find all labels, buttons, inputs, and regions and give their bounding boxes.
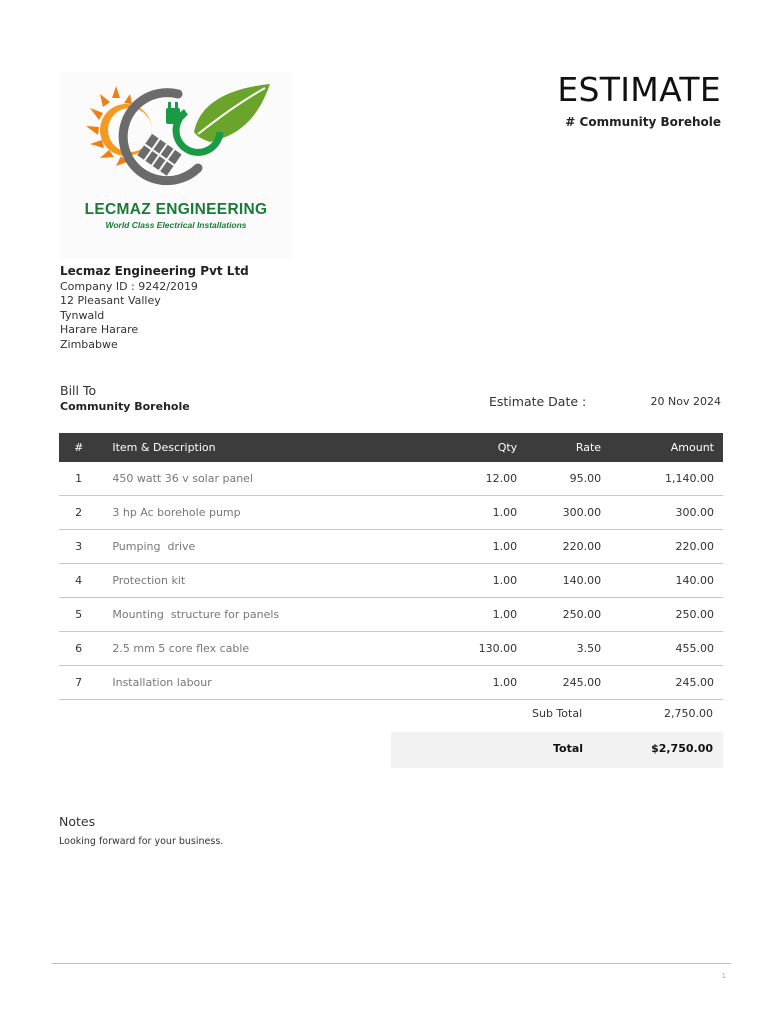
total-label: Total (553, 742, 584, 755)
table-row (59, 564, 723, 598)
table-row (59, 496, 723, 530)
header-amount: Amount (610, 433, 723, 462)
header-description: Item & Description (98, 433, 423, 462)
header-qty: Qty (424, 433, 527, 462)
row-qty: 12.00 (424, 462, 527, 496)
logo-tagline: World Class Electrical Installations (105, 220, 247, 230)
row-number: 1 (59, 462, 98, 496)
row-number: 4 (59, 564, 98, 598)
bill-to-name: Community Borehole (60, 400, 190, 413)
row-amount: 250.00 (610, 598, 723, 632)
row-rate: 300.00 (526, 496, 610, 530)
row-description: Protection kit (98, 564, 423, 598)
logo-company-name: LECMAZ ENGINEERING (84, 201, 268, 218)
row-number: 3 (59, 530, 98, 564)
notes-text: Looking forward for your business. (59, 836, 224, 847)
company-logo (60, 72, 292, 258)
row-description: 450 watt 36 v solar panel (98, 462, 423, 496)
address-line: Tynwald (60, 308, 105, 322)
line-items-table (59, 433, 723, 700)
document-title: ESTIMATE (557, 70, 721, 109)
table-header-row (59, 433, 723, 462)
estimate-date-value: 20 Nov 2024 (650, 395, 721, 408)
row-number: 2 (59, 496, 98, 530)
table-row (59, 632, 723, 666)
company-address-block (60, 264, 249, 353)
row-amount: 140.00 (610, 564, 723, 598)
row-amount: 245.00 (610, 666, 723, 700)
row-rate: 95.00 (526, 462, 610, 496)
table-row (59, 666, 723, 700)
row-rate: 140.00 (526, 564, 610, 598)
row-rate: 250.00 (526, 598, 610, 632)
address-line: 12 Pleasant Valley (60, 294, 161, 308)
row-qty: 1.00 (424, 598, 527, 632)
row-number: 7 (59, 666, 98, 700)
notes-label: Notes (59, 814, 96, 829)
row-qty: 1.00 (424, 666, 527, 700)
document-number: # Community Borehole (565, 115, 721, 129)
header-rate: Rate (526, 433, 610, 462)
table-row (59, 598, 723, 632)
company-name: Lecmaz Engineering Pvt Ltd (60, 264, 249, 278)
row-qty: 1.00 (424, 496, 527, 530)
row-description: 2.5 mm 5 core flex cable (98, 632, 423, 666)
row-amount: 455.00 (610, 632, 723, 666)
page-number: 1 (721, 972, 726, 980)
row-amount: 1,140.00 (610, 462, 723, 496)
address-line: Harare Harare (60, 323, 139, 337)
row-number: 5 (59, 598, 98, 632)
address-country: Zimbabwe (60, 337, 118, 351)
row-description: Pumping drive (98, 530, 423, 564)
bill-to-label: Bill To (60, 383, 97, 398)
row-description: Installation labour (98, 666, 423, 700)
row-number: 6 (59, 632, 98, 666)
row-description: Mounting structure for panels (98, 598, 423, 632)
total-value: $2,750.00 (651, 742, 713, 755)
footer-divider (52, 963, 731, 964)
row-qty: 1.00 (424, 564, 527, 598)
row-qty: 1.00 (424, 530, 527, 564)
subtotal-value: 2,750.00 (664, 707, 713, 720)
header-number: # (59, 433, 98, 462)
subtotal-label: Sub Total (532, 707, 583, 720)
logo-emblem-icon (60, 72, 292, 202)
table-row (59, 462, 723, 496)
row-amount: 300.00 (610, 496, 723, 530)
row-rate: 245.00 (526, 666, 610, 700)
estimate-date-label: Estimate Date : (489, 394, 587, 409)
row-amount: 220.00 (610, 530, 723, 564)
row-qty: 130.00 (424, 632, 527, 666)
row-rate: 220.00 (526, 530, 610, 564)
row-rate: 3.50 (526, 632, 610, 666)
company-id: Company ID : 9242/2019 (60, 279, 198, 293)
row-description: 3 hp Ac borehole pump (98, 496, 423, 530)
table-row (59, 530, 723, 564)
